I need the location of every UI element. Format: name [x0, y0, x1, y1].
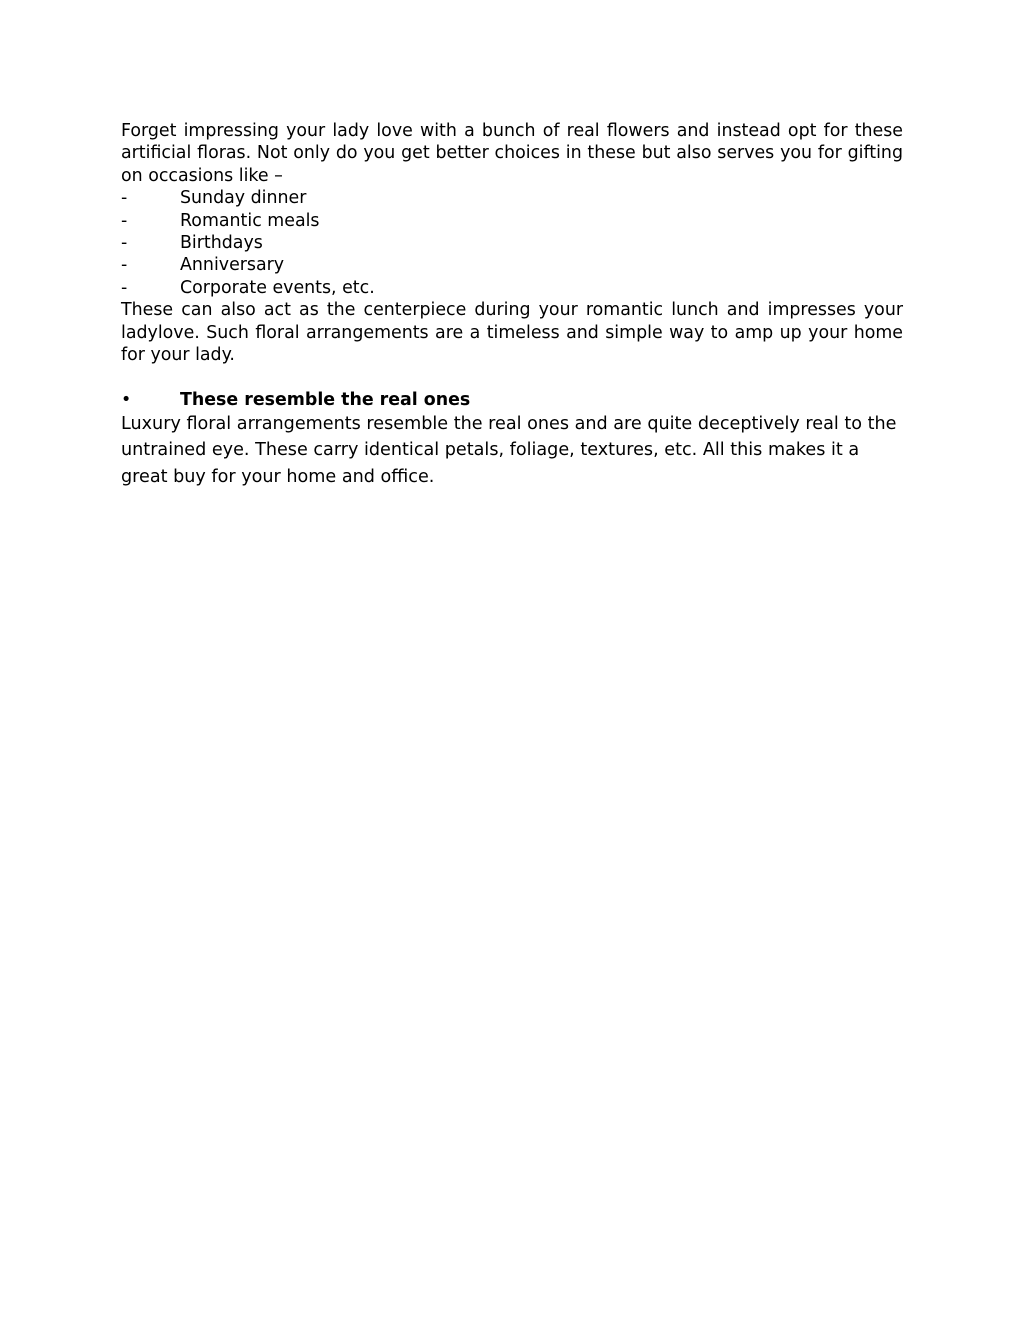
list-item [121, 187, 903, 209]
occasions-list [121, 187, 903, 299]
list-marker: - [121, 255, 128, 276]
list-item [121, 210, 903, 232]
intro-paragraph: Forget impressing your lady love with a bunch of real flowers and instead opt for these artificial floras. Not only do you get better choices in these but also serves you for gifting on occasions like – [121, 121, 903, 186]
list-item-text: Birthdays [180, 233, 263, 253]
centerpiece-paragraph: These can also act as the centerpiece during your romantic lunch and impresses your ladylove. Such floral arrangements are a timeless and simple way to amp up your home for your lady. [121, 300, 903, 365]
list-marker: - [121, 188, 128, 209]
document-body [121, 120, 903, 490]
paragraph-spacer [121, 366, 903, 388]
list-marker: - [121, 277, 128, 298]
bullet-icon: • [121, 389, 132, 410]
section-heading-text: These resemble the real ones [180, 389, 471, 410]
list-item-text: Corporate events, etc. [180, 277, 375, 298]
list-item [121, 254, 903, 276]
list-item [121, 232, 903, 254]
list-marker: - [121, 233, 128, 253]
list-item-text: Anniversary [180, 255, 285, 276]
list-item [121, 277, 903, 299]
section-body-paragraph: Luxury floral arrangements resemble the real ones and are quite deceptively real to the untrained eye. These carry identical petals, foliage, textures, etc. All this makes it a great buy for your home and office. [121, 414, 897, 487]
list-marker: - [121, 210, 128, 231]
section-heading [121, 389, 903, 411]
list-item-text: Romantic meals [180, 210, 320, 231]
list-item-text: Sunday dinner [180, 188, 307, 209]
